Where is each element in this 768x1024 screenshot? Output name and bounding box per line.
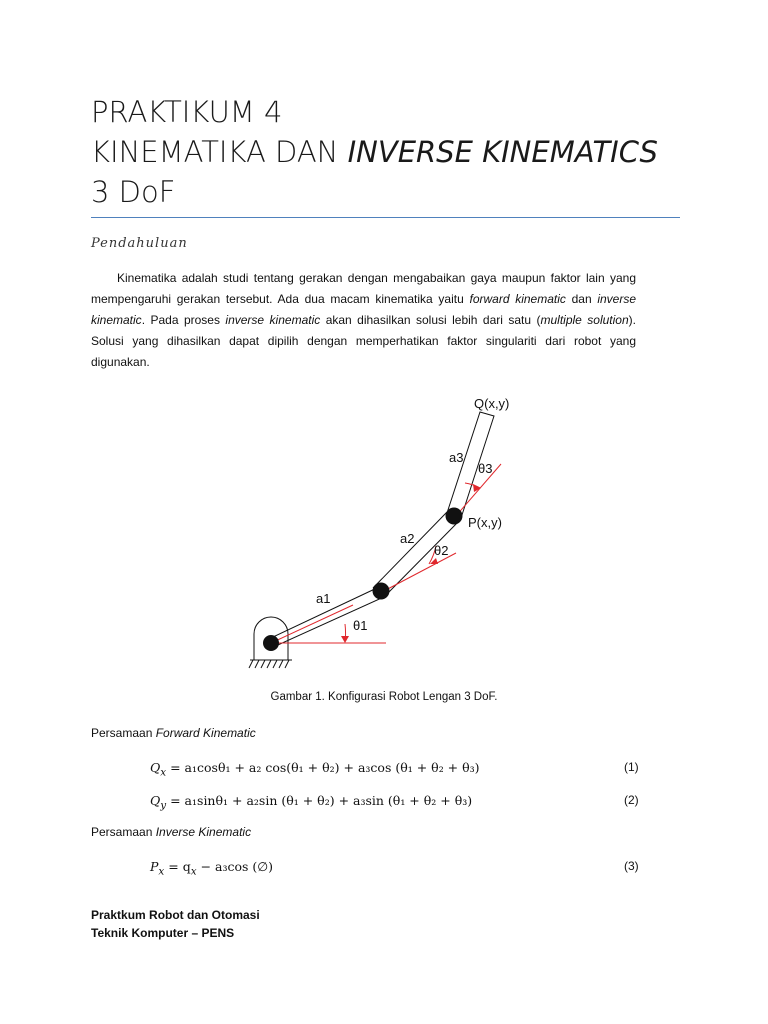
angle-reference-lines [271, 464, 501, 643]
eq2-rhs: = a₁sinθ₁ + a₂sin (θ₁ + θ₂) + a₃sin (θ₁ + θ₂ + θ₃) [166, 793, 473, 808]
intro-text-4: akan dihasilkan solusi lebih dari satu ( [320, 313, 541, 327]
title-line-2-plain: KINEMATIKA DAN [91, 135, 348, 169]
eq2-lhs: Q [150, 793, 161, 808]
intro-italic-3: inverse kinematic [225, 313, 321, 327]
equation-2-number: (2) [624, 793, 639, 807]
eq1-sub: x [160, 766, 167, 779]
title-line-1: PRAKTIKUM 4 [91, 95, 283, 129]
equation-1-number: (1) [624, 760, 639, 774]
label-theta1: θ1 [353, 618, 368, 633]
eq2-sub: y [160, 799, 167, 812]
forward-kinematic-label [91, 726, 256, 740]
title-line-2-italic: INVERSE KINEMATICS [347, 135, 658, 169]
footer-line-2: Teknik Komputer – PENS [91, 926, 235, 940]
figure-caption: Gambar 1. Konfigurasi Robot Lengan 3 DoF. [270, 691, 498, 703]
page-title [91, 92, 691, 212]
intro-italic-2: inverse kinematic [91, 292, 637, 327]
joint-base [263, 635, 279, 651]
eq3-sub: x [158, 865, 165, 878]
intro-text-2: dan [565, 292, 598, 306]
label-a1: a1 [316, 591, 331, 606]
intro-italic-4: multiple solution [540, 313, 629, 327]
joint-elbow [373, 583, 390, 600]
equation-2 [150, 793, 472, 812]
label-a2: a2 [400, 531, 415, 546]
intro-text-1: Kinematika adalah studi tentang gerakan dengan mengabaikan gaya maupun faktor lain yang mempengaruhi gerakan tersebut. Ada dua macam kinematika yaitu [91, 271, 636, 306]
label-theta2: θ2 [434, 543, 449, 558]
title-line-3: 3 DoF [91, 175, 176, 209]
footer-line-1: Praktkum Robot dan Otomasi [91, 908, 260, 922]
equation-3 [150, 859, 273, 878]
inverse-label-plain: Persamaan [91, 825, 156, 839]
section-heading: Pendahuluan [91, 236, 188, 251]
inverse-label-italic: Inverse Kinematic [155, 825, 252, 839]
title-divider [91, 217, 680, 218]
intro-text-5: ). Solusi yang dihasilkan dapat dipilih dengan memperhatikan faktor singulariti dari robot yang digunakan. [91, 313, 637, 369]
eq3-rhs: = q [164, 859, 191, 874]
label-a3: a3 [449, 450, 464, 465]
inverse-kinematic-label [91, 825, 251, 839]
label-p: P(x,y) [468, 515, 502, 530]
robot-arm-figure [240, 392, 540, 672]
equation-3-number: (3) [624, 859, 639, 873]
intro-paragraph [91, 268, 636, 373]
page-footer [91, 906, 260, 942]
title-line-2 [91, 132, 691, 172]
equation-1 [150, 760, 480, 779]
eq3-rhs2: − a₃cos (∅) [196, 859, 274, 874]
label-theta3: θ3 [478, 461, 493, 476]
intro-text-3: . Pada proses [141, 313, 226, 327]
eq3-sub2: x [190, 865, 197, 878]
forward-label-plain: Persamaan [91, 726, 156, 740]
forward-label-italic: Forward Kinematic [155, 726, 256, 740]
eq3-lhs: P [150, 859, 159, 874]
eq1-lhs: Q [150, 760, 161, 775]
label-q: Q(x,y) [474, 396, 510, 411]
eq1-rhs: = a₁cosθ₁ + a₂ cos(θ₁ + θ₂) + a₃cos (θ₁ + θ₂ + θ₃) [166, 760, 480, 775]
intro-italic-1: forward kinematic [469, 292, 566, 306]
joint-p [446, 508, 463, 525]
